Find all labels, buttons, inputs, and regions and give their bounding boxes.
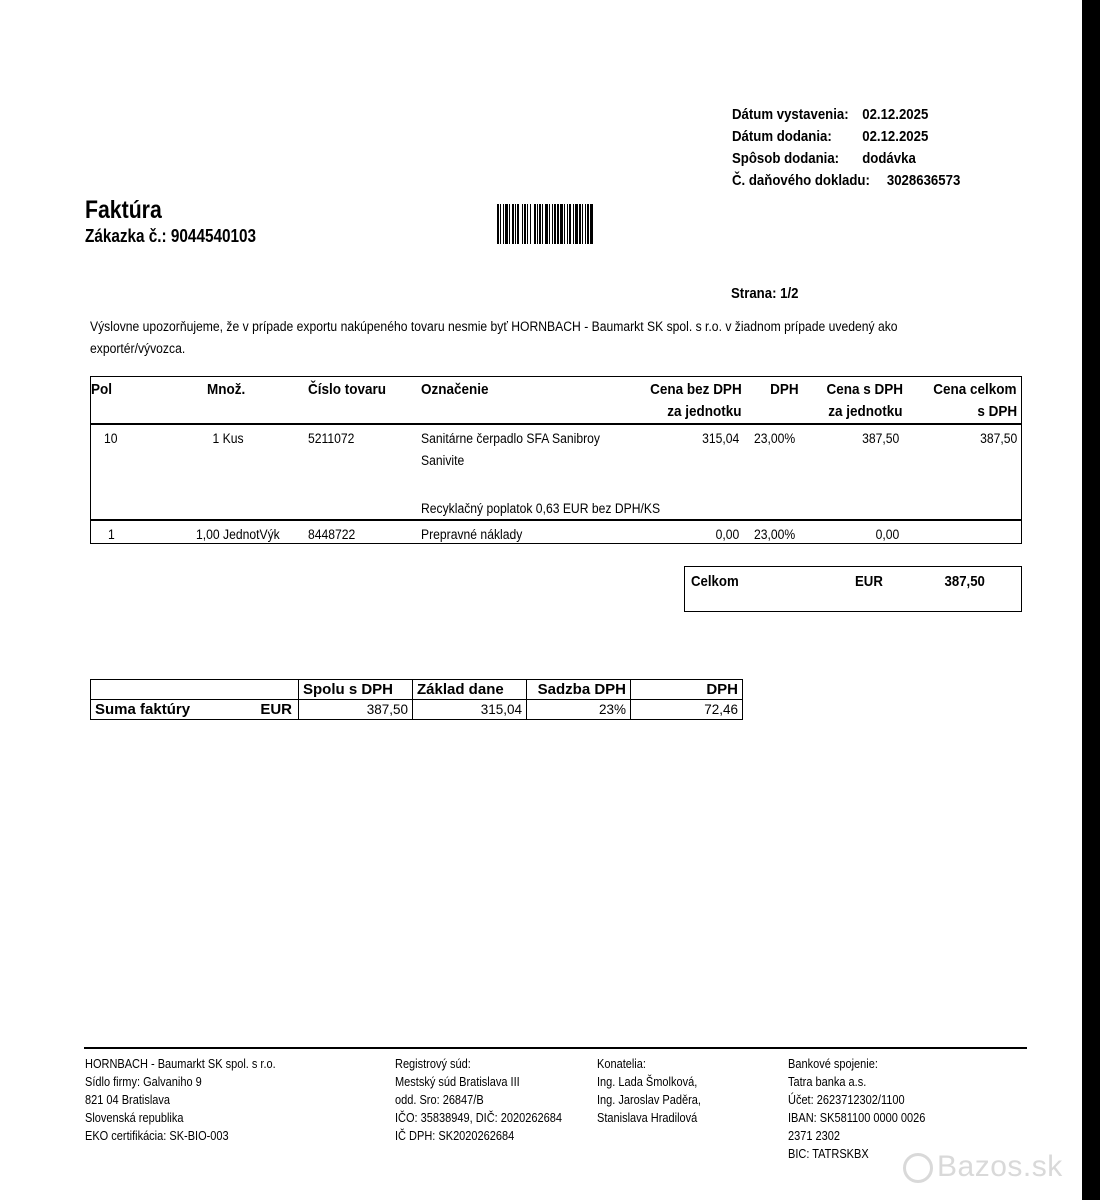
watermark-logo-icon <box>903 1153 933 1183</box>
sum-label-cell <box>91 700 299 720</box>
col-price-gross-header-2: za jednotku <box>828 403 903 420</box>
issue-date-row <box>732 104 960 126</box>
sum-row <box>91 700 743 720</box>
col-item-number-header: Číslo tovaru <box>308 381 387 398</box>
col-total-header-1: Cena celkom <box>933 381 1017 398</box>
sum-header-row <box>91 680 743 700</box>
items-table <box>90 376 1022 544</box>
col-description-header: Označenie <box>421 381 489 398</box>
row2-description: Prepravné náklady <box>421 527 523 542</box>
tax-document-row <box>732 170 960 192</box>
delivery-date-value: 02.12.2025 <box>862 128 929 145</box>
sum-currency: EUR <box>260 701 292 718</box>
order-number <box>85 226 256 247</box>
row1-item-number: 5211072 <box>308 431 355 446</box>
sum-base-value: 315,04 <box>413 700 527 720</box>
sum-gross-header: Spolu s DPH <box>299 680 413 700</box>
row2-price-net: 0,00 <box>715 527 739 542</box>
watermark <box>903 1150 1063 1184</box>
sum-rate-value: 23% <box>527 700 631 720</box>
sum-empty-header <box>91 680 299 700</box>
footer-company-name: HORNBACH - Baumarkt SK spol. s r.o. <box>85 1057 276 1071</box>
footer-director-2: Ing. Jaroslav Paděra, <box>597 1093 701 1107</box>
page-number: Strana: 1/2 <box>731 285 799 302</box>
footer-director-3: Stanislava Hradilová <box>597 1111 698 1125</box>
col-total-header-2: s DPH <box>977 403 1017 420</box>
sum-rate-header: Sadzba DPH <box>527 680 631 700</box>
issue-date-label: Dátum vystavenia: <box>732 106 849 123</box>
delivery-date-row <box>732 126 960 148</box>
row1-total: 387,50 <box>979 431 1017 446</box>
footer-bank-name: Tatra banka a.s. <box>788 1075 867 1089</box>
row1-description-2: Sanivite <box>421 453 465 468</box>
issue-date-value: 02.12.2025 <box>862 106 929 123</box>
sum-vat-value: 72,46 <box>631 700 743 720</box>
delivery-date-label: Dátum dodania: <box>732 128 832 145</box>
invoice-title: Faktúra <box>85 196 162 224</box>
order-value: 9044540103 <box>170 226 257 246</box>
footer-bank-bic: BIC: TATRSKBX <box>788 1147 869 1161</box>
col-vat-header: DPH <box>770 381 799 398</box>
total-box <box>684 566 1022 612</box>
row2-pol: 1 <box>108 527 115 542</box>
invoice-sum-table <box>90 679 743 720</box>
sum-base-header: Základ dane <box>413 680 527 700</box>
barcode-icon <box>497 204 634 244</box>
row2-item-number: 8448722 <box>308 527 356 542</box>
row1-price-net: 315,04 <box>701 431 739 446</box>
row1-description-1: Sanitárne čerpadlo SFA Sanibroy <box>421 431 600 446</box>
footer-director-1: Ing. Lada Šmolková, <box>597 1075 698 1089</box>
col-pol-header: Pol <box>91 381 113 398</box>
order-label: Zákazka č.: <box>85 226 167 246</box>
export-notice: Výslovne upozorňujeme, že v prípade exportu nakúpeného tovaru nesmie byť HORNBACH - Baumarkt SK spol. s r.o. v žiadnom prípade uvedený ako exportér/vývozca. <box>90 319 898 356</box>
footer-registry-ico: IČO: 35838949, DIČ: 2020262684 <box>395 1111 562 1125</box>
sum-label: Suma faktúry <box>95 701 191 718</box>
footer-divider <box>84 1047 1027 1049</box>
footer-registry-court: Mestský súd Bratislava III <box>395 1075 520 1089</box>
watermark-text: Bazos.sk <box>937 1150 1063 1183</box>
footer-bank-iban-2: 2371 2302 <box>788 1129 841 1143</box>
row2-qty: 1,00 JednotVýk <box>196 527 280 542</box>
footer-bank <box>788 1055 925 1163</box>
row2-price-gross: 0,00 <box>875 527 899 542</box>
footer-company-eco: EKO certifikácia: SK-BIO-003 <box>85 1129 229 1143</box>
row2-vat: 23,00% <box>754 527 796 542</box>
invoice-meta <box>732 104 960 192</box>
footer-directors-title: Konatelia: <box>597 1057 646 1071</box>
total-value: 387,50 <box>944 573 985 590</box>
sum-gross-value: 387,50 <box>299 700 413 720</box>
footer-bank-iban-1: IBAN: SK581100 0000 0026 <box>788 1111 926 1125</box>
footer-directors <box>597 1055 701 1127</box>
delivery-method-row <box>732 148 960 170</box>
tax-document-value: 3028636573 <box>886 172 961 189</box>
footer-bank-account: Účet: 2623712302/1100 <box>788 1093 905 1107</box>
tax-document-label: Č. daňového dokladu: <box>732 172 870 189</box>
total-currency: EUR <box>855 573 883 590</box>
row1-vat: 23,00% <box>754 431 796 446</box>
col-price-net-header-1: Cena bez DPH <box>650 381 742 398</box>
header-divider <box>91 423 1021 425</box>
footer-registry-section: odd. Sro: 26847/B <box>395 1093 484 1107</box>
footer-bank-title: Bankové spojenie: <box>788 1057 878 1071</box>
footer-company-country: Slovenská republika <box>85 1111 184 1125</box>
row1-qty: 1 Kus <box>212 431 244 446</box>
footer-company-seat: Sídlo firmy: Galvaniho 9 <box>85 1075 202 1089</box>
col-qty-header: Množ. <box>207 381 246 398</box>
col-price-net-header-2: za jednotku <box>667 403 742 420</box>
footer-registry-vat: IČ DPH: SK2020262684 <box>395 1129 515 1143</box>
total-label: Celkom <box>691 573 739 590</box>
row1-pol: 10 <box>104 431 118 446</box>
sum-vat-header: DPH <box>631 680 743 700</box>
footer-registry <box>395 1055 562 1145</box>
row1-price-gross: 387,50 <box>861 431 899 446</box>
row1-recycling-fee: Recyklačný poplatok 0,63 EUR bez DPH/KS <box>421 501 661 516</box>
delivery-method-value: dodávka <box>862 150 916 167</box>
col-price-gross-header-1: Cena s DPH <box>826 381 903 398</box>
footer-company <box>85 1055 276 1145</box>
delivery-method-label: Spôsob dodania: <box>732 150 840 167</box>
footer-registry-title: Registrový súd: <box>395 1057 471 1071</box>
footer-company-city: 821 04 Bratislava <box>85 1093 171 1107</box>
